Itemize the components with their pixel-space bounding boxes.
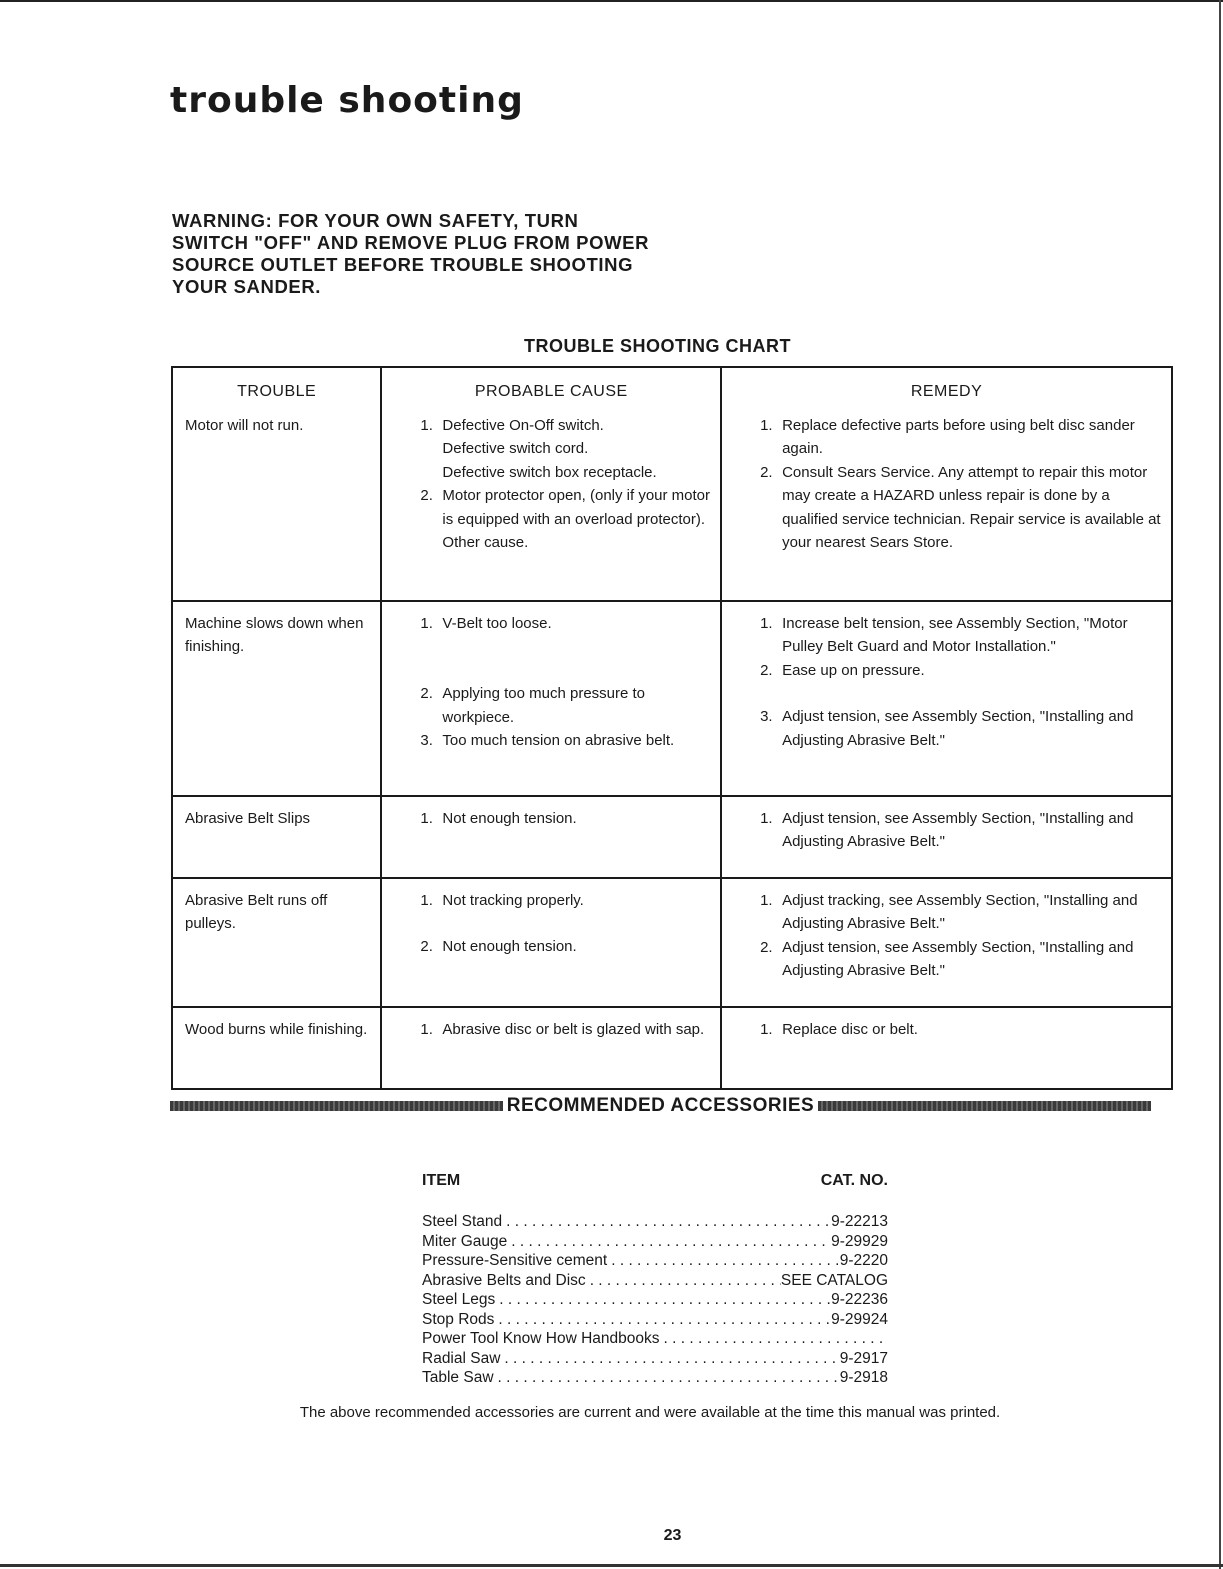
- cause-item: 1. Abrasive disc or belt is glazed with sap.: [420, 1020, 705, 1038]
- remedy-item: 1. Increase belt tension, see Assembly Section, "Motor Pulley Belt Guard and Motor Installation.": [760, 614, 1128, 655]
- accessory-row: [422, 1212, 888, 1232]
- leader-dots: [586, 1271, 781, 1291]
- cause-cell: [381, 1007, 721, 1089]
- remedy-item: 2. Ease up on pressure.: [760, 661, 925, 679]
- page-number: 23: [663, 1527, 682, 1544]
- accessories-footnote: The above recommended accessories are current and were available at the time this manual was printed.: [299, 1404, 1001, 1421]
- column-header-cause: PROBABLE CAUSE: [381, 367, 721, 404]
- cause-cell: [381, 404, 721, 601]
- accessory-cat-no: 9-29924: [831, 1310, 888, 1328]
- cause-cell: [381, 796, 721, 878]
- leader-dots: [502, 1212, 831, 1232]
- header-rule: [170, 1101, 503, 1111]
- remedy-item: 1. Adjust tracking, see Assembly Section, "Installing and Adjusting Abrasive Belt.": [760, 891, 1138, 932]
- cause-item: 1. Not tracking properly.: [420, 891, 584, 909]
- accessory-row: [422, 1290, 888, 1310]
- page-border: [0, 0, 1223, 2]
- accessory-name: Steel Legs: [422, 1291, 496, 1308]
- cause-item: 3. Too much tension on abrasive belt.: [420, 732, 675, 749]
- trouble-cell: Abrasive Belt Slips: [172, 796, 381, 878]
- accessory-cat-no: 9-22213: [831, 1213, 888, 1230]
- accessory-name: Table Saw: [422, 1369, 494, 1386]
- cause-cell: [381, 601, 721, 796]
- cause-item: 1. V-Belt too loose.: [420, 614, 552, 632]
- accessory-cat-no: 9-29929: [831, 1232, 888, 1250]
- leader-dots: [500, 1349, 839, 1369]
- cause-item: 2. Motor protector open, (only if your motor is equipped with an overload protector).: [420, 487, 711, 528]
- leader-dots: [494, 1310, 831, 1330]
- trouble-shooting-table: [171, 366, 1173, 1090]
- table-row: [172, 796, 1172, 878]
- cause-item: 2. Applying too much pressure to workpiece.: [420, 685, 646, 726]
- accessory-cat-no: 9-2220: [839, 1252, 888, 1269]
- column-header-remedy: REMEDY: [721, 367, 1172, 404]
- accessory-row: [422, 1310, 888, 1330]
- accessory-name: Miter Gauge: [422, 1232, 508, 1250]
- remedy-item: 1. Replace disc or belt.: [760, 1020, 918, 1038]
- accessories-header: [170, 1094, 1151, 1118]
- remedy-cell: [721, 878, 1172, 1007]
- accessory-cat-no: 9-2918: [839, 1369, 888, 1386]
- leader-dots: [494, 1368, 840, 1388]
- accessory-name: Power Tool Know How Handbooks: [422, 1330, 660, 1347]
- trouble-cell: Machine slows down when finishing.: [172, 601, 381, 796]
- page-title: trouble shooting: [170, 80, 524, 121]
- table-row: [172, 404, 1172, 601]
- remedy-cell: [721, 796, 1172, 878]
- accessory-name: Pressure-Sensitive cement: [422, 1252, 608, 1269]
- header-rule: [818, 1101, 1151, 1111]
- remedy-item: 2. Adjust tension, see Assembly Section, "Installing and Adjusting Abrasive Belt.": [760, 938, 1134, 979]
- accessory-row: [422, 1349, 888, 1369]
- cause-item: 1. Not enough tension.: [420, 809, 577, 827]
- accessories-column-item: ITEM: [422, 1172, 461, 1189]
- page-border: [0, 1564, 1223, 1567]
- accessories-list: [422, 1212, 888, 1388]
- remedy-item: 2. Consult Sears Service. Any attempt to repair this motor may create a HAZARD unless repair is done by a qualified service technician. Repair service is available at your nearest Sears Store.: [760, 463, 1161, 551]
- accessory-name: Steel Stand: [422, 1213, 503, 1230]
- accessory-row: [422, 1251, 888, 1271]
- cause-item: 2. Not enough tension.: [420, 938, 577, 955]
- leader-dots: [607, 1251, 840, 1271]
- accessory-row: [422, 1329, 888, 1349]
- leader-dots: [507, 1232, 831, 1252]
- table-row: [172, 601, 1172, 796]
- cause-cell: [381, 878, 721, 1007]
- cause-item: Other cause.: [442, 534, 529, 551]
- leader-dots: [660, 1329, 888, 1349]
- accessory-cat-no: 9-22236: [831, 1291, 888, 1308]
- trouble-cell: Motor will not run.: [172, 404, 381, 601]
- cause-item: Defective switch cord.: [442, 440, 589, 457]
- accessory-name: Abrasive Belts and Disc: [422, 1271, 586, 1289]
- accessory-row: [422, 1232, 888, 1252]
- table-row: [172, 878, 1172, 1007]
- column-header-trouble: TROUBLE: [172, 367, 381, 404]
- trouble-cell: Abrasive Belt runs off pulleys.: [172, 878, 381, 1007]
- trouble-cell: Wood burns while finishing.: [172, 1007, 381, 1089]
- accessory-row: [422, 1271, 888, 1291]
- safety-warning: WARNING: FOR YOUR OWN SAFETY, TURN SWITCH "OFF" AND REMOVE PLUG FROM POWER SOURCE OUTLET BEFORE TROUBLE SHOOTING YOUR SANDER.: [172, 210, 650, 297]
- remedy-cell: [721, 1007, 1172, 1089]
- table-row: [172, 1007, 1172, 1089]
- accessories-column-cat-no: CAT. NO.: [820, 1172, 888, 1189]
- accessory-name: Radial Saw: [422, 1349, 501, 1367]
- accessory-row: [422, 1368, 888, 1388]
- remedy-item: 1. Replace defective parts before using belt disc sander again.: [760, 416, 1135, 457]
- accessory-name: Stop Rods: [422, 1310, 495, 1328]
- cause-item: 1. Defective On-Off switch.: [420, 416, 604, 434]
- accessory-cat-no: SEE CATALOG: [780, 1271, 888, 1289]
- accessories-title: RECOMMENDED ACCESSORIES: [506, 1095, 815, 1116]
- accessory-cat-no: 9-2917: [839, 1349, 888, 1367]
- remedy-item: 3. Adjust tension, see Assembly Section, "Installing and Adjusting Abrasive Belt.": [760, 708, 1134, 749]
- page-border: [1219, 0, 1221, 1569]
- remedy-item: 1. Adjust tension, see Assembly Section, "Installing and Adjusting Abrasive Belt.": [760, 809, 1134, 850]
- remedy-cell: [721, 404, 1172, 601]
- remedy-cell: [721, 601, 1172, 796]
- leader-dots: [495, 1290, 831, 1310]
- cause-item: Defective switch box receptacle.: [442, 463, 657, 481]
- chart-title: TROUBLE SHOOTING CHART: [524, 336, 791, 356]
